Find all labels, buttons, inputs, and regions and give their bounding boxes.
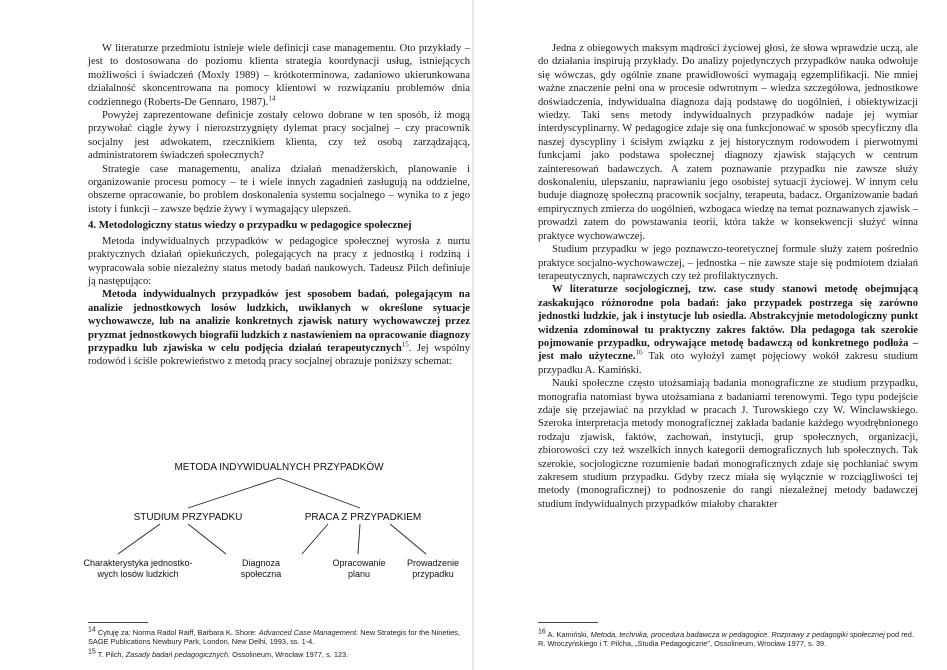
diagram-edge-root-right (279, 478, 360, 508)
right-page (474, 0, 947, 670)
diagram-leaf-characteristics: Charakterystyka jednostko- wych losów ludzkich (83, 558, 193, 579)
diagram-edge-left-leaf1 (118, 524, 160, 554)
section-heading: 4. Metodologiczny status wiedzy o przypadku w pedagogice społecznej (88, 219, 412, 232)
footnote-rule-right (538, 622, 598, 623)
left-paragraph-5: Metoda indywidualnych przypadków jest sposobem badań, polegającym na analizie jednostkowych losów ludzkich, uwikłanych w określone sytuacje wychowawcze, lub na analizie konkretnych zjawisk natury wychowawczej przez pryzmat jednostkowych biografii ludzkich z nastawieniem na opracowanie diagnozy przypadku lub zjawiska w celu podjęcia działań terapeutycznych$^{15}$. Jej wspólny rodowód i ściśle pokrewieństwo z metodą pracy socjalnej obrazuje poniższy schemat: (88, 289, 470, 368)
right-paragraph-1: Jedna z obiegowych maksym mądrości życiowej głosi, że słowa wprawdzie uczą, ale do działania inspirują przykłady. Do analizy pojedynczych przypadków nauka odwołuje się wówczas, gdy ogólnie znane prawidłowości wymagają egzemplifikacji. Nie mniej ważne znaczenie pełni ona w procesie odwrotnym – wiedza szczegółowa, jednostkowe doświadczenia, indywidualna diagnoza dają podstawę do uogólnień, i obiektywizacji wiedzy. Taki sens metody indywidualnych przypadków nadaje jej wymiar interdyscyplinarny. W pedagogice zdaje się ona funkcjonować w sposób specyficzny dla naszej dyscypliny i ścisłym związku z jej historycznym rodowodem i pierwotnymi funkcjami jako podstawa społecznej diagnozy zjawisk stających w centrum zainteresowań badawczych. A zatem poznawanie przypadku nie zawsze służy doskonaleniu, ulepszaniu, naprawianiu jego osobistej sytuacji życiowej. W innym celu buduje diagnozę społeczną pracownik socjalny, terapeuta, badacz. Organizowanie badań empirycznych zmierza do uogólnień, wzbogaca wiedzę na temat poznawanych zjawisk – prowadzi zatem do powstawania teorii, która także w konsekwencji służyć winna praktyce wychowawczej. (538, 43, 918, 242)
left-paragraph-4: Metoda indywidualnych przypadków w pedagogice społecznej wyrosła z nurtu praktycznych działań opiekuńczych, polegających na pracy z jednostką i rodziną i wypracowała sobie niezależny status metody badań naukowych. Tadeusz Pilch definiuje ją następująco: (88, 235, 470, 287)
diagram-node-casework: PRACA Z PRZYPADKIEM (304, 512, 422, 523)
footnote-ref-14: 14 (268, 94, 276, 103)
diagram-leaf-diagnosis: Diagnoza społeczna (240, 558, 282, 579)
diagram-edge-right-leaf4 (390, 524, 426, 554)
right-text-column (538, 42, 918, 511)
left-text-column (88, 42, 470, 369)
diagram-edge-right-leaf2 (302, 524, 328, 554)
diagram-edge-right-leaf3 (358, 524, 360, 554)
diagram-leaf-plan: Opracowanie planu (332, 558, 386, 579)
right-paragraph-2: Studium przypadku w jego poznawczo-teoretycznej formule służy zatem pośrednio praktyce socjalno-wychowawczej, – jednostka – nie zawsze staje się podmiotem działań terapeutycznych, naprawczych czy też profilaktycznych. (538, 244, 918, 282)
right-paragraph-3: W literaturze socjologicznej, tzw. case study stanowi metodę obejmującą zaskakująco różnorodne pola badań: jako przypadek postrzega się zarówno jednostki ludzkie, jak i instytucje lub osiedla. Abstrakcyjnie metodologiczny punkt widzenia zdominował tu praktyczny zakres faktów. Dla pedagoga tak szerokie pojmowanie przypadku, odrywające metodę badawczą od konkretnego podłoża – jest mało użyteczne.$^{16}$ Tak oto wyłożył zamęt pojęciowy wokół zakresu studium przypadku A. Kamiński. (538, 284, 918, 376)
left-page (0, 0, 473, 670)
left-paragraph-3: Strategie case managementu, analiza działań menadżerskich, planowanie i organizowanie procesu pomocy – te i wiele innych zagadnień zasługują na oddzielne, obszerne opracowanie, bo problem doskonalenia systemu socjalnego – wynika to z jego istoty i funkcji – zawsze będzie żywy i wymagający ulepszeń. (88, 163, 470, 215)
footnote-16: $^{16}$ A. Kamiński, Metoda, technika, procedura badawcza w pedagogice. Rozprawy z pedagogiki społecznej pod red. R. Wroczyńskiego i T. Pilcha, „Studia Pedagogiczne", Ossolineum, Wrocław 1977, s. 39. (538, 628, 914, 649)
diagram-leaf-conduct: Prowadzenie przypadku (406, 558, 460, 579)
diagram-edge-root-left (188, 478, 279, 508)
right-paragraph-4: Nauki społeczne często utożsamiają badania monograficzne ze studium przypadku, monografia natomiast bywa utożsamiana z badaniami terenowymi. Tego typu podejście zdaje się przejawiać na przykład w pracach J. Turowskiego czy W. Wincławskiego. Szeroka interpretacja metody monograficznej zakłada badanie każdego wyodrębnionego rodzaju zjawisk, faktów, zachowań, instytucji, grup społecznych, organizacji, zbiorowości czy też wszelkich innych kategorii demograficznych lub społecznych. Tak szerokie, socjologiczne rozumienie badań monograficznych zdaje się pochłaniać swym zakresem studium przypadku. Gdyby rzecz miała się wyłącznie w rozciągliwości tej metody (monograficznej) to podnoszenie do rangi niezależnej metody badawczej studium indywidualnych przypadków miałoby charakter (538, 378, 918, 510)
footnote-15: $^{15}$ T. Pilch, Zasady badań pedagogicznych. Ossolineum, Wrocław 1977, s. 123. (88, 648, 349, 659)
method-diagram (83, 462, 470, 594)
diagram-root: METODA INDYWIDUALNYCH PRZYPADKÓW (174, 462, 384, 473)
footnote-14: $^{14}$ Cytuję za: Norma Radol Raiff, Barbara K. Shore: Advanced Case Management. New Strategis for the Nineties, SAGE Publications Newbury Park, London, New Delhi, 1993, ss. 1-4. (88, 626, 461, 647)
footnote-rule-left (88, 622, 148, 623)
left-paragraph-1: W literaturze przedmiotu istnieje wiele definicji case managementu. Oto przykłady – jest to dostosowana do poziomu klienta strategia koordynacji usług, istniejących możliwości i świadczeń (Moxly 1989) – krótkoterminowa, zadaniowo ukierunkowana działalność skoncentrowana na pomocy klientowi w rozwiązaniu problemów dnia codziennego (Roberts-De Gennaro, 1987).$^{14}$ (88, 43, 470, 108)
diagram-node-case-study: STUDIUM PRZYPADKU (133, 512, 243, 523)
footnote-ref-15: 15 (401, 340, 409, 349)
footnote-ref-16: 16 (635, 348, 643, 357)
left-paragraph-2: Powyżej zaprezentowane definicje zostały celowo dobrane w ten sposób, iż mogą przywołać ciągle żywy i nierozstrzygnięty dylemat pracy socjalnej – czy pracownik socjalny jest adwokatem, rzecznikiem klienta, czy też osobą zarządzającą, administratorem świadczeń społecznych? (88, 110, 470, 162)
diagram-edge-left-leaf2 (188, 524, 226, 554)
